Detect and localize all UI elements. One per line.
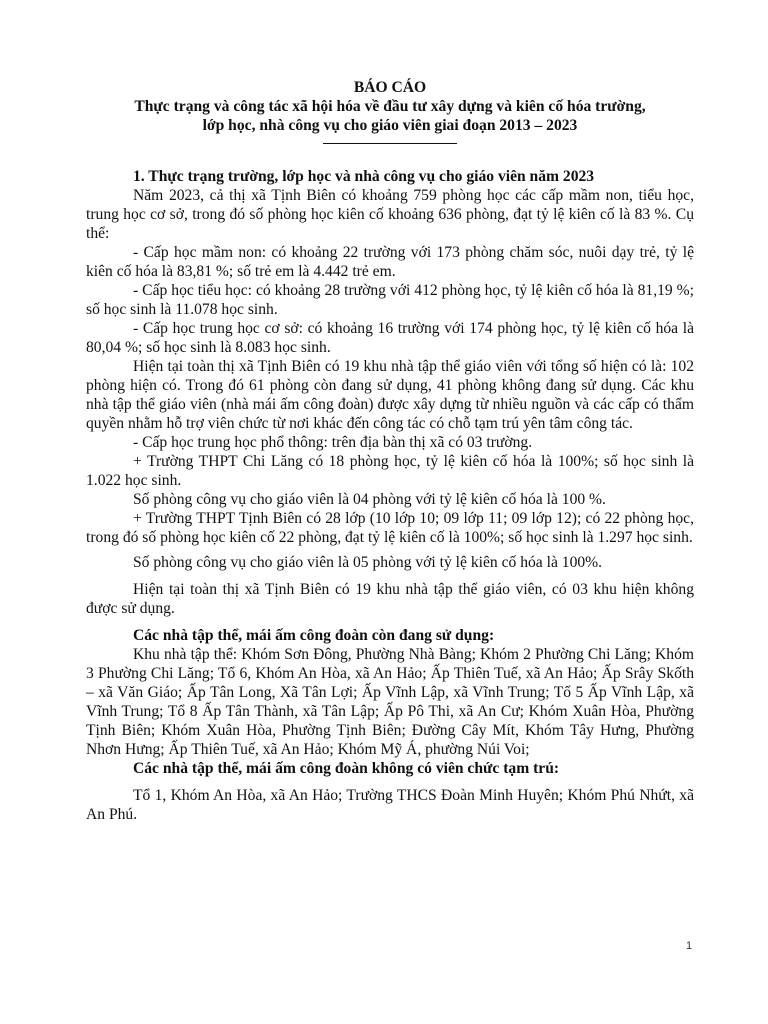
paragraph: Năm 2023, cả thị xã Tịnh Biên có khoảng 759 phòng học các cấp mầm non, tiểu học, trung học cơ sở, trong đó số phòng học kiên cố khoảng 636 phòng, đạt tỷ lệ kiên cố là 83 %. Cụ thể: bbox=[86, 187, 694, 242]
paragraph: Hiện tại toàn thị xã Tịnh Biên có 19 khu nhà tập thể giáo viên với tổng số hiện có là: 102 phòng hiện có. Trong đó 61 phòng còn đang sử dụng, 41 phòng không đang sử dụng. Các khu nhà tập thể giáo viên (nhà mái ấm công đoàn) được xây dựng từ nhiều nguồn và các cấp có thẩm quyền nhằm hỗ trợ viên chức từ nơi khác đến công tác có chỗ tạm trú yên tâm công tác. bbox=[86, 358, 694, 432]
paragraph: + Trường THPT Chi Lăng có 18 phòng học, tỷ lệ kiên cố hóa là 100%; số học sinh là 1.022 học sinh. bbox=[86, 453, 694, 489]
page-number: 1 bbox=[686, 940, 693, 952]
paragraph: Số phòng công vụ cho giáo viên là 05 phòng với tỷ lệ kiên cố hóa là 100%. bbox=[133, 554, 603, 571]
document-title: BÁO CÁO bbox=[353, 79, 427, 96]
in-use-text: Khu nhà tập thể: Khóm Sơn Đông, Phường Nhà Bàng; Khóm 2 Phường Chi Lăng; Khóm 3 Phường Chi Lăng; Tổ 6, Khóm An Hòa, xã An Hảo; Ấp Thiên Tuế, xã An Hảo; Ấp Srây Skốth – xã Văn Giáo; Ấp Tân Long, Xã Tân Lợi; Ấp Vĩnh Lập, xã Vĩnh Trung; Tổ 5 Ấp Vĩnh Lập, xã Vĩnh Trung; Tổ 8 Ấp Tân Thành, xã Tân Lập; Ấp Pô Thi, xã An Cư; Khóm Xuân Hòa, Phường Tịnh Biên; Khóm Xuân Hòa, Phường Tịnh Biên; Đường Cây Mít, Khóm Tây Hưng, Phường Nhơn Hưng; Ấp Thiên Tuế, xã An Hảo; Khóm Mỹ Á, phường Núi Voi; bbox=[86, 646, 694, 758]
paragraph: - Cấp học trung học phổ thông: trên địa bàn thị xã có 03 trường. bbox=[133, 434, 533, 451]
in-use-heading: Các nhà tập thể, mái ấm công đoàn còn đang sử dụng: bbox=[133, 627, 495, 644]
paragraph: + Trường THPT Tịnh Biên có 28 lớp (10 lớp 10; 09 lớp 11; 09 lớp 12); có 22 phòng học, trong đó số phòng học kiên cố 22 phòng, đạt tỷ lệ kiên cố là 100%; số học sinh là 1.297 học sinh. bbox=[86, 510, 694, 546]
document-subtitle-line-1: Thực trạng và công tác xã hội hóa về đầu tư xây dựng và kiên cố hóa trường, bbox=[134, 98, 646, 115]
paragraph: Hiện tại toàn thị xã Tịnh Biên có 19 khu nhà tập thể giáo viên, có 03 khu hiện không được sử dụng. bbox=[86, 581, 694, 617]
paragraph: - Cấp học trung học cơ sở: có khoảng 16 trường với 174 phòng học, tỷ lệ kiên cố hóa là 80,04 %; số học sinh là 8.083 học sinh. bbox=[86, 320, 694, 356]
paragraph: - Cấp học tiểu học: có khoảng 28 trường với 412 phòng học, tỷ lệ kiên cố hóa là 81,19 %; số học sinh là 11.078 học sinh. bbox=[86, 282, 694, 318]
section-1-heading: 1. Thực trạng trường, lớp học và nhà công vụ cho giáo viên năm 2023 bbox=[133, 168, 595, 185]
no-staff-heading: Các nhà tập thể, mái ấm công đoàn không có viên chức tạm trú: bbox=[133, 760, 560, 777]
paragraph: - Cấp học mầm non: có khoảng 22 trường với 173 phòng chăm sóc, nuôi dạy trẻ, tỷ lệ kiên cố hóa là 83,81 %; số trẻ em là 4.442 trẻ em. bbox=[86, 244, 694, 280]
title-divider bbox=[323, 143, 457, 144]
paragraph: Số phòng công vụ cho giáo viên là 04 phòng với tỷ lệ kiên cố hóa là 100 %. bbox=[133, 491, 606, 508]
document-page bbox=[86, 78, 694, 824]
document-subtitle-line-2: lớp học, nhà công vụ cho giáo viên giai đoạn 2013 – 2023 bbox=[202, 117, 578, 134]
no-staff-text: Tổ 1, Khóm An Hòa, xã An Hảo; Trường THCS Đoàn Minh Huyên; Khóm Phú Nhứt, xã An Phú. bbox=[86, 787, 694, 823]
